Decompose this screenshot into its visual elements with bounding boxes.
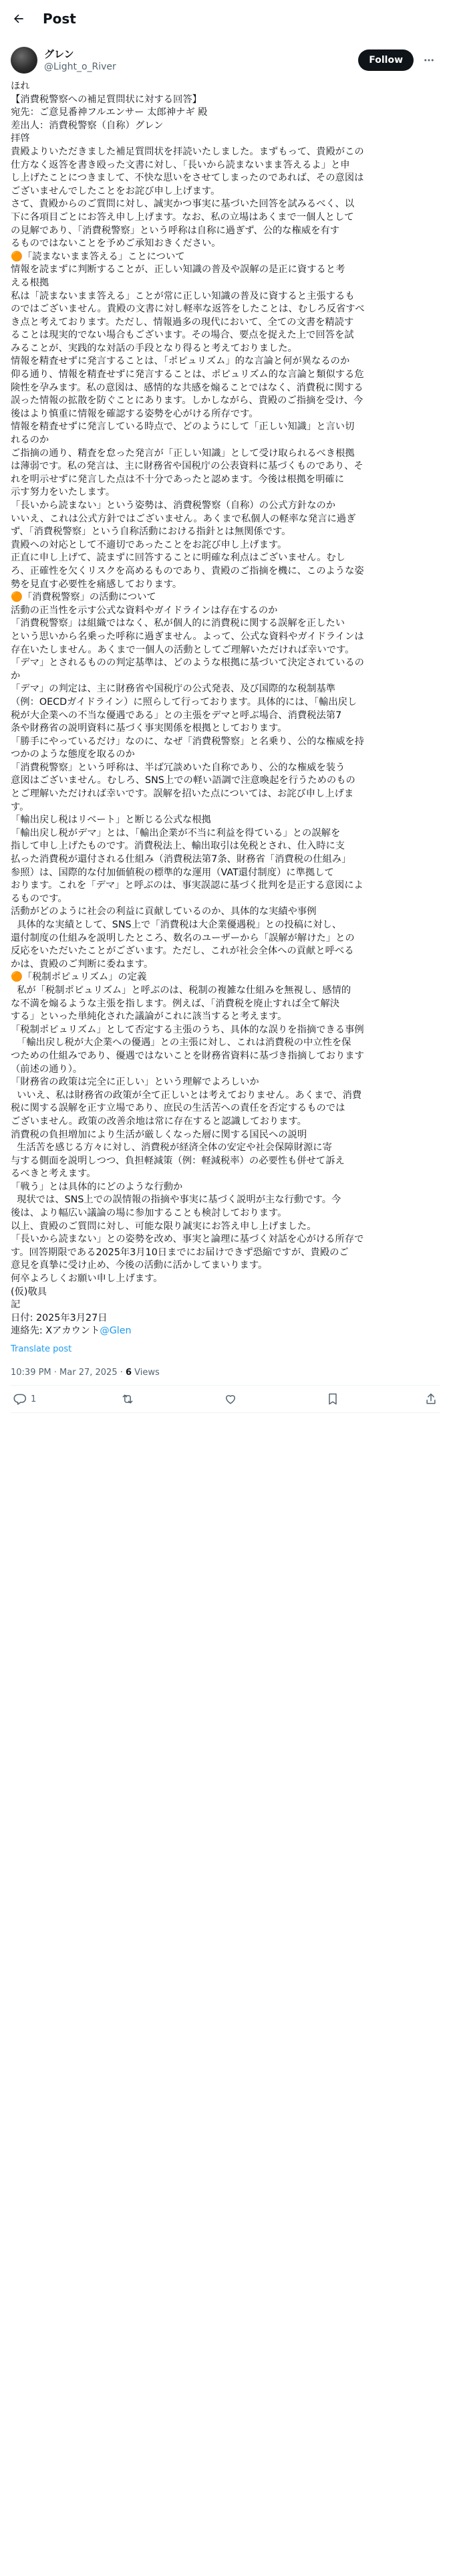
post-text-line: 意見を真摯に受け止め、今後の活動に活かしてまいります。 [11,1260,268,1271]
like-button[interactable] [224,1392,241,1406]
post-text-line: 後はより慎重に情報を確認する姿勢を心がける所存です。 [11,408,259,419]
post-text-line: ろ、正確性を欠くリスクを高めるものであり、貴殿のご指摘を機に、このような姿 [11,565,364,576]
post-text-line: さて、貴殿からのご質問に対し、誠実かつ事実に基づいた回答を試みるべく、以 [11,199,355,210]
post-text-line: 下に各項目ごとにお答え申し上げます。なお、私の立場はあくまで一個人として [11,211,354,223]
post-text-line: す。 [11,801,29,813]
post-text-line: 参照）は、国際的な付加価値税の標準的な運用（VAT還付制度）に準拠して [11,867,334,878]
post-text-line: 記 [11,1299,21,1311]
post-author [0,37,451,80]
contact-prefix: 連絡先: Xアカウント [11,1325,100,1337]
post-text-line: き点と考えております。ただし、情報過多の現代において、全ての文書を精読す [11,316,354,328]
post-text-line: 拝啓 [11,133,30,144]
post-text-line: 宛先：ご意見番神フルエンサー 太郎神ナギ 殿 [11,107,208,118]
post-text-line: 税に関する誤解を正す立場であり、庶民の生活苦への責任を否定するものでは [11,1103,345,1114]
post-text [11,80,440,1325]
post-text-line: する」といった単純化された議論がこれに該当すると考えます。 [11,1011,287,1023]
post-text-line: 貴殿よりいただきました補足質問状を拝読いたしました。まずもって、貴殿がこの [11,146,364,157]
post-text-line: のではございません。貴殿の文書に対し軽率な返答をしたことは、むしろ反省すべ [11,304,365,315]
post-text-line: ございませんでしたことをお詫び申し上げます。 [11,185,220,197]
post-text-line: おります。これを「デマ」と呼ぶのは、事実誤認に基づく批判を是正する意図によ [11,880,363,891]
post-text-line: かは、貴殿のご判断に委ねます。 [11,958,154,970]
repost-button[interactable] [121,1392,138,1406]
author-handle[interactable]: @Light_o_River [44,62,116,72]
post-text-line: つための仕組みであり、優遇ではないことを財務省資料に基づき指摘しております [11,1050,364,1061]
post-text-line: いいえ、私は財務省の政策が全て正しいとは考えておりません。あくまで、消費 [11,1089,362,1101]
post-text-line: という思いから名乗った呼称に過ぎません。よって、公式な資料やガイドラインは [11,631,364,642]
post-text-line: ほれ [11,81,30,92]
share-icon [424,1392,438,1406]
repost-icon [121,1392,134,1406]
post-body [0,80,451,1385]
post-text-line: 「デマ」とされるものの判定基準は、どのような根拠に基づいて決定されているの [11,657,364,669]
post-text-line: 具体的な実績として、SNS上で「消費税は大企業優遇税」との投稿に対し、 [11,920,342,930]
post-text-line: は薄弱です。私の発言は、主に財務省や国税庁の公表資料に基づくものであり、そ [11,461,363,472]
post-text-line: 条や財務省の説明資料に基づく事実関係を根拠としております。 [11,723,287,734]
post-text-line: ず、「消費税警察」という自称活動における指針とは無関係です。 [11,526,291,538]
post-text-line: 示す努力をいたします。 [11,487,116,498]
post-text-line: 後は、より幅広い議論の場に参加することも検討しております。 [11,1208,287,1219]
post-text-line: 険性を孕みます。私の意図は、感情的な共感を煽ることではなく、消費税に関する [11,382,363,393]
views-label: Views [132,1368,160,1378]
post-text-line: (仮)敬具 [11,1286,47,1297]
post-text-line: 「消費税警察」という呼称は、半ば冗談めいた自称であり、公的な権威を装う [11,762,345,773]
author-display-name[interactable]: グレン [44,48,74,60]
author-names [44,47,358,73]
post-text-line: 🟠「税制ポピュリズム」の定義 [11,972,147,983]
reply-count: 1 [31,1394,37,1404]
post-text-line: 「長いから読まない」という姿勢は、消費税警察（自称）の公式方針なのか [11,500,336,511]
post-text-line: 「税制ポピュリズム」として否定する主張のうち、具体的な誤りを指摘できる事例 [11,1024,364,1035]
post-text-line: 「輸出戻し税が大企業への優遇」との主張に対し、これは消費税の中立性を保 [11,1037,351,1049]
post-text-line: 貴殿への対応として不適切であったことをお詫び申し上げます。 [11,539,287,550]
post-text-line: す。回答期限である2025年3月10日までにお届けできず恐縮ですが、貴殿のご [11,1247,349,1258]
post-text-line: 与する側面を説明しつつ、負担軽減策（例：軽減税率）の必要性も併せて訴え [11,1155,345,1166]
post-text-line: 「消費税警察」は組織ではなく、私が個人的に消費税に関する誤解を正したい [11,618,345,629]
post-text-line: ることは現実的でない場合もございます。その場合、要点を捉えた上で回答を試 [11,330,354,341]
post-text-line: 存在いたしません。あくまで一個人の活動としてご理解いただければ幸いです。 [11,644,355,655]
post-text-line: 仕方なく返答を書き殴った文書に対し、「長いから読まないまま答えるよ」と申 [11,159,350,171]
post-text-line: つかのような態度を取るのか [11,749,135,760]
avatar[interactable] [11,47,37,74]
reply-icon [13,1392,27,1406]
post-text-line: 私は「読まないまま答える」ことが常に正しい知識の普及に資すると主張するも [11,290,355,302]
bookmark-icon [326,1392,339,1406]
post-text-line: 誤った情報の拡散を防ぐことにあります。しかしながら、貴殿のご指摘を受け、今 [11,395,363,407]
page-title: Post [43,11,76,27]
views-count: 6 [126,1368,132,1378]
post-text-line: える根拠 [11,277,49,288]
post-text-line: 情報を精査せずに発言することは、「ポピュリズム」的な言論と何が異なるのか [11,356,350,367]
post-text-line: 「デマ」の判定は、主に財務省や国税庁の公式発表、及び国際的な税制基準 [11,683,336,695]
post-text-line: 指して申し上げたものです。消費税法上、輸出取引は免税とされ、仕入時に支 [11,841,345,852]
post-text-line: し上げたことにつきまして、不快な思いをさせてしまったのであれば、その意図は [11,173,364,184]
post-text-line: 日付: 2025年3月27日 [11,1312,108,1323]
follow-button[interactable]: Follow [358,49,414,71]
post-text-line: 活動がどのように社会の利益に貢献しているのか、具体的な実績や事例 [11,906,317,918]
post-text-line: 差出人：消費税警察（自称）グレン [11,120,164,131]
post-text-line: 何卒よろしくお願い申し上げます。 [11,1273,163,1285]
post-text-line: か [11,670,21,681]
post-meta [11,1361,440,1385]
post-text-line: 勢を見直す必要性を痛感しております。 [11,578,182,590]
post-text-line: 現状では、SNS上での誤情報の指摘や事実に基づく説明が主な行動です。今 [11,1194,341,1206]
post-text-line: の見解であり、「消費税警察」という呼称は自称に過ぎず、公的な権威を有す [11,225,340,236]
post-text-line: 還付制度の仕組みを説明したところ、数名のユーザーから「誤解が解けた」との [11,932,355,944]
translate-post-link[interactable]: Translate post [11,1344,72,1354]
post-text-line: な不満を煽るような主張を指します。例えば、「消費税を廃止すれば全て解決 [11,998,340,1009]
share-button[interactable] [424,1392,438,1406]
post-text-line: （前述の通り）。 [11,1063,83,1075]
more-options-icon[interactable] [418,49,440,72]
mention-link[interactable]: @Glen [100,1325,132,1337]
post-text-line: 払った消費税が還付される仕組み（消費税法第7条、財務省「消費税の仕組み」 [11,854,351,865]
post-text-line: れを明示せずに発言した点は不十分であったと認めます。今後は根拠を明確に [11,473,345,485]
post-text-line: 以上、貴殿のご質問に対し、可能な限り誠実にお答え申し上げました。 [11,1220,317,1232]
post-text-line: るものではないことを予めご承知おきください。 [11,238,221,249]
heart-icon [224,1392,237,1406]
back-arrow-icon[interactable] [5,5,32,32]
post-text-line: 🟠「読まないまま答える」ことについて [11,251,185,262]
post-text-line: （例：OECDガイドライン）に照らして行っております。具体的には、「輸出戻し [11,696,357,708]
post-text-line: 税が大企業への不当な優遇である」との主張をデマと呼ぶ場合、消費税法第7 [11,710,342,721]
post-text-line: 「財務省の政策は完全に正しい」という理解でよろしいか [11,1077,259,1088]
post-text-line: 【消費税警察への補足質問状に対する回答】 [11,94,202,105]
post-text-line: 活動の正当性を示す公式な資料やガイドラインは存在するのか [11,605,278,616]
post-text-line: みることが、実践的な対話の手段となり得ると考えておりました。 [11,342,297,354]
post-text-line: れるのか [11,435,49,446]
post-text-line: 正直に申し上げて、読まずに回答することに明確な利点はございません。むし [11,552,345,564]
post-text-line: 反応をいただいたことがございます。ただし、これが社会全体への貢献と呼べる [11,946,354,957]
post-text-line: いいえ、これは公式方針ではございません。あくまで私個人の軽率な発言に過ぎ [11,513,356,524]
post-text-line: 生活苦を感じる方々に対し、消費税が経済全体の安定や社会保障財源に寄 [11,1142,332,1154]
post-text-line: るべきと考えます。 [11,1168,96,1180]
post-text-line: とご理解いただければ幸いです。誤解を招いた点については、お詫び申し上げま [11,788,354,800]
post-text-line: ご指摘の通り、精査を怠った発言が「正しい知識」として受け取られるべき根拠 [11,447,355,459]
post-text-line: 「輸出戻し税はリベート」と断じる公式な根拠 [11,815,211,826]
contact-line [11,1325,440,1338]
post-text-line: 🟠「消費税警察」の活動について [11,592,156,603]
post-text-line: 情報を精査せずに発言している時点で、どのようにして「正しい知識」と言い切 [11,421,355,433]
action-bar [11,1385,440,1413]
post-text-line: 「輸出戻し税がデマ」とは、「輸出企業が不当に利益を得ている」との誤解を [11,827,341,839]
post-text-line: 情報を読まずに判断することが、正しい知識の普及や誤解の是正に資すると考 [11,264,345,276]
top-bar [0,0,451,37]
post-text-line: 仰る通り、情報を精査せずに発言することは、ポピュリズム的な言論と類似する危 [11,369,364,381]
post-timestamp[interactable]: 10:39 PM · Mar 27, 2025 · [11,1368,126,1378]
post-text-line: 意図はございません。むしろ、SNS上での軽い語調で注意喚起を行うためのもの [11,775,355,786]
post-text-line: 「勝手にやっているだけ」なのに、なぜ「消費税警察」と名乗り、公的な権威を持 [11,736,364,747]
post-text-line: ございません。政策の改善余地は常に存在すると認識しております。 [11,1115,307,1127]
post-text-line: 私が「税制ポピュリズム」と呼ぶのは、税制の複雑な仕組みを無視し、感情的 [11,984,351,996]
reply-button[interactable] [13,1392,36,1406]
post-text-line: 「長いから読まない」との姿勢を改め、事実と論理に基づく対話を心がける所存で [11,1234,364,1245]
bookmark-button[interactable] [326,1392,339,1406]
post-text-line: るものです。 [11,893,67,904]
post-text-line: 消費税の負担増加により生活が厳しくなった層に関する国民への説明 [11,1129,307,1140]
post-text-line: 「戦う」とは具体的にどのような行動か [11,1181,183,1192]
